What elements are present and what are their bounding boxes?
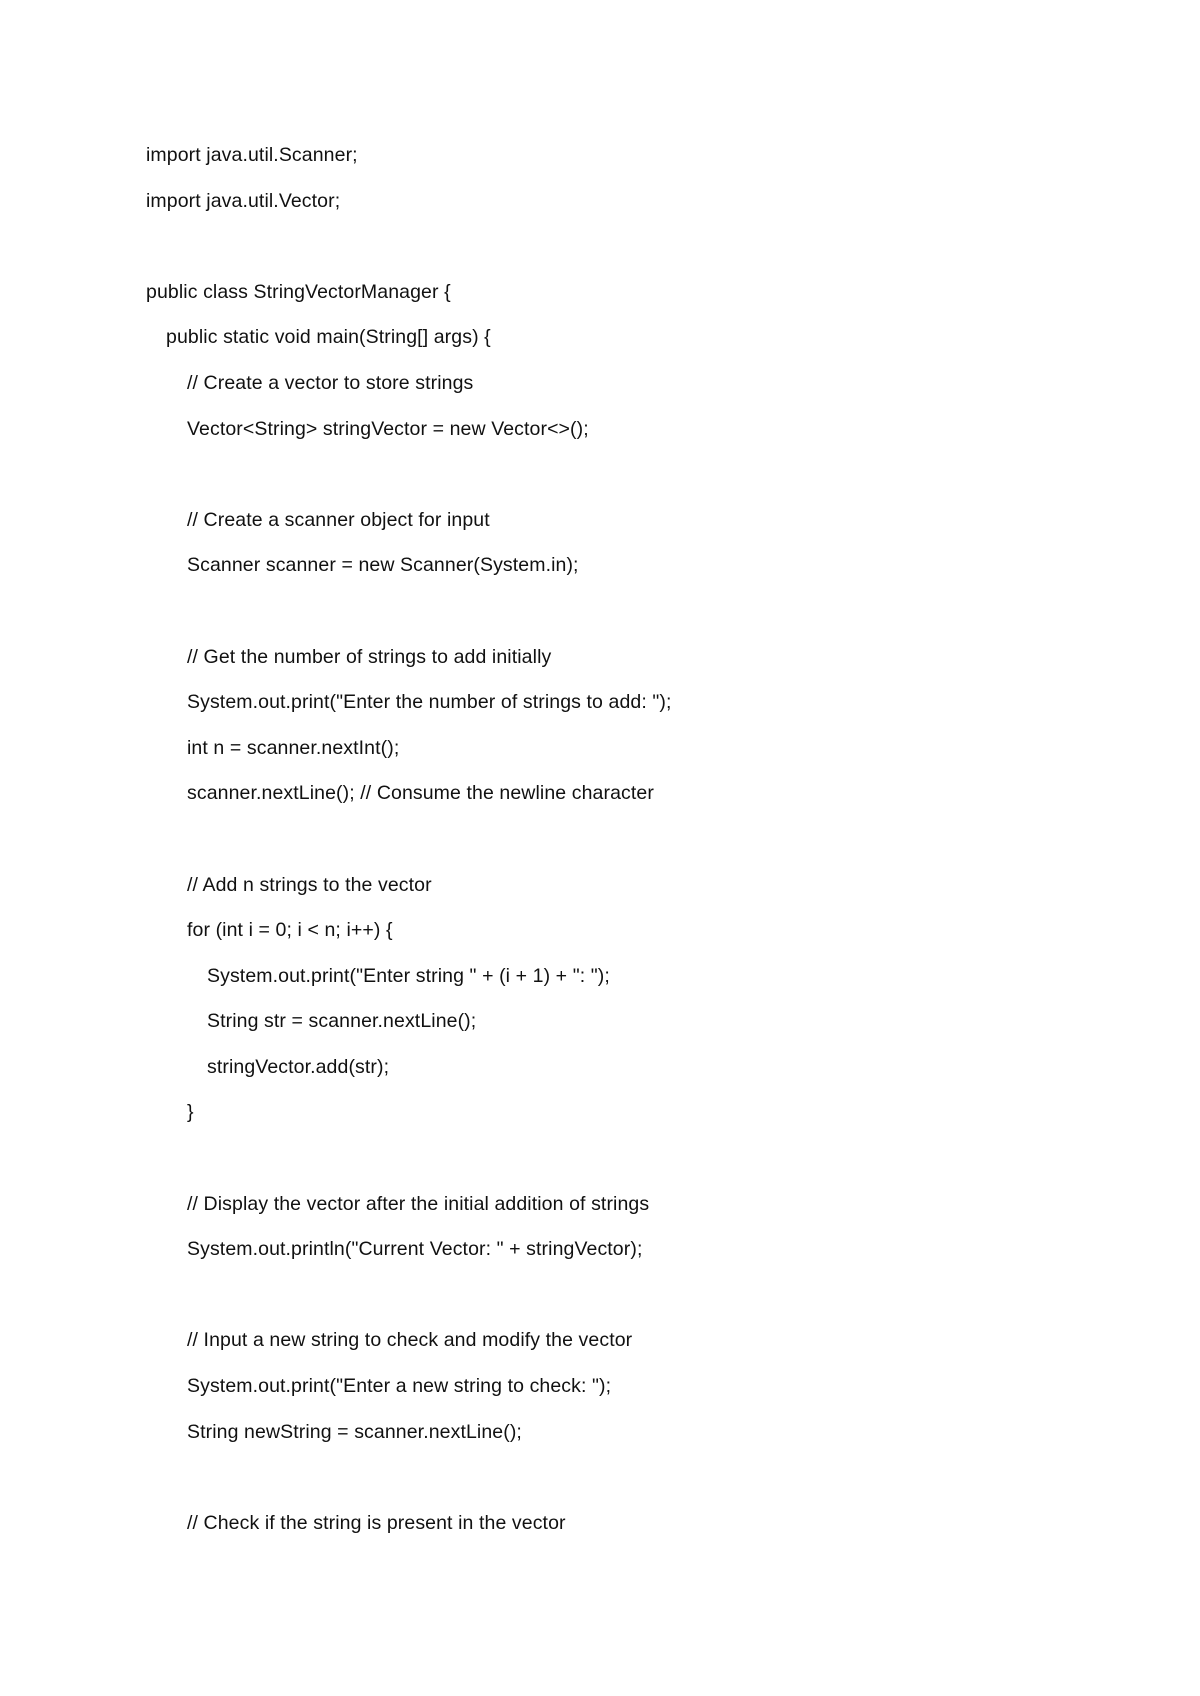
- code-line: }: [187, 1101, 194, 1124]
- code-line: System.out.print("Enter the number of strings to add: ");: [187, 691, 672, 714]
- code-line: // Check if the string is present in the vector: [187, 1511, 566, 1534]
- code-line: for (int i = 0; i < n; i++) {: [187, 919, 393, 942]
- code-line: [146, 1465, 1146, 1511]
- code-line: // Create a scanner object for input: [187, 508, 490, 531]
- code-line: // Input a new string to check and modify the vector: [187, 1329, 633, 1352]
- code-line: Vector<String> stringVector = new Vector<>();: [187, 417, 589, 440]
- code-line: scanner.nextLine(); // Consume the newline character: [187, 782, 654, 805]
- code-line: import java.util.Vector;: [146, 189, 341, 212]
- code-line: [146, 234, 1146, 280]
- code-line: System.out.println("Current Vector: " + stringVector);: [187, 1238, 643, 1261]
- code-line: System.out.print("Enter a new string to check: ");: [187, 1375, 612, 1398]
- code-line: [146, 1283, 1146, 1329]
- code-line: [146, 599, 1146, 645]
- code-line: public class StringVectorManager {: [146, 280, 451, 303]
- code-line: [146, 1146, 1146, 1192]
- code-line: System.out.print("Enter string " + (i + 1) + ": ");: [207, 964, 610, 987]
- code-line: [146, 827, 1146, 873]
- code-line: public static void main(String[] args) {: [166, 326, 491, 349]
- code-line: String newString = scanner.nextLine();: [187, 1420, 522, 1443]
- code-line: import java.util.Scanner;: [146, 144, 358, 166]
- code-line: // Display the vector after the initial addition of strings: [187, 1192, 650, 1215]
- code-line: // Create a vector to store strings: [187, 371, 474, 394]
- code-line: String str = scanner.nextLine();: [207, 1010, 477, 1033]
- code-line: int n = scanner.nextInt();: [187, 736, 400, 759]
- code-line: stringVector.add(str);: [207, 1055, 390, 1078]
- code-line: // Add n strings to the vector: [187, 873, 432, 896]
- code-listing: [146, 143, 1146, 1556]
- code-line: Scanner scanner = new Scanner(System.in);: [187, 554, 579, 577]
- code-line: [146, 462, 1146, 508]
- code-line: // Get the number of strings to add initially: [187, 645, 552, 668]
